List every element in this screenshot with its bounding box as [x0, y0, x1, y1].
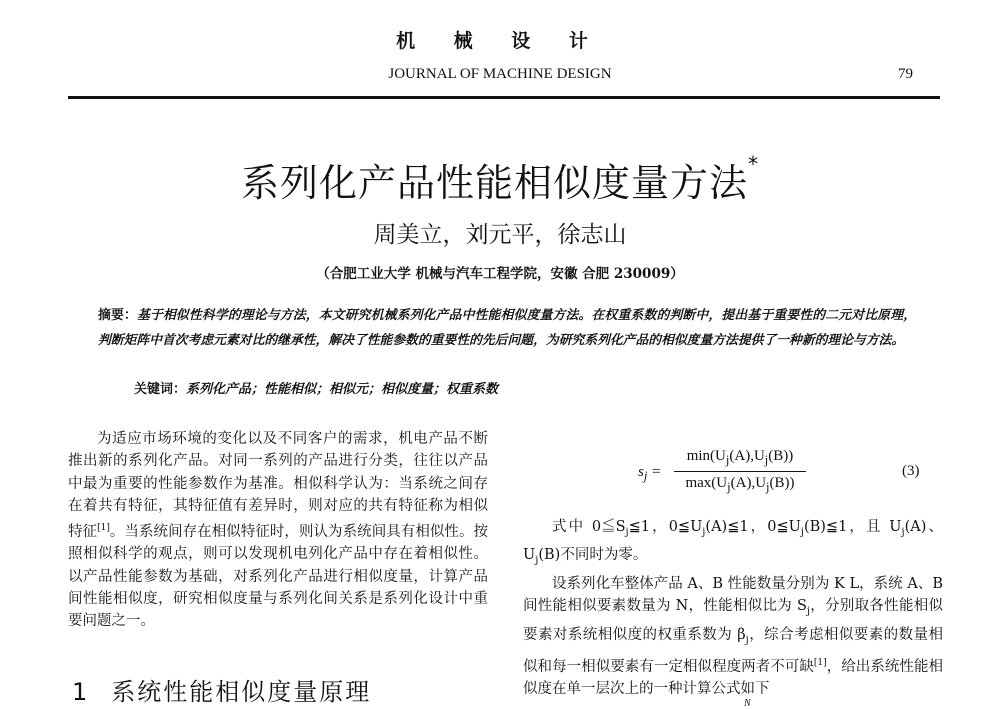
para-1: 设系列化车整体产品 A、B 性能数量分别为 K L，系统 A、B 间性能相似要素数量为 N，性能相似比为 S	[523, 575, 943, 615]
cond-sub-4: j	[901, 526, 905, 538]
den-3: (B))	[769, 475, 795, 491]
cond-6: (B)不同时为零。	[538, 547, 648, 564]
para-3: ，综合考虑相似要素的数量相似和每一相似要素有一定相似程度两者不可缺	[523, 626, 944, 675]
right-column-text	[523, 516, 943, 701]
para-sub-2: j	[745, 634, 749, 646]
para-sub-1: j	[806, 606, 810, 618]
equation-3	[638, 448, 818, 498]
keywords	[134, 378, 498, 397]
abstract-text: 基于相似性科学的理论与方法，本文研究机械系列化产品中性能相似度量方法。在权重系数的判断中，提出基于重要性的二元对比原理，判断矩阵中首次考虑元素对比的继承性，解决了性能参数的重要性的先后问题，为研究系列化产品的相似度量方法提供了一种新的理论与方法。	[98, 308, 917, 348]
intro-paragraph	[68, 428, 488, 633]
cond-2: ≦1，0≦U	[628, 519, 703, 535]
equation-denominator	[674, 475, 806, 495]
equation-numerator	[674, 448, 806, 468]
title-footnote-mark: *	[748, 152, 759, 176]
den-2: (A),U	[730, 475, 767, 491]
journal-title-chinese: 机 械 设 计	[396, 30, 604, 52]
affiliation: （合肥工业大学 机械与汽车工程学院，安徽 合肥 230009）	[316, 266, 684, 282]
equation-fraction	[674, 448, 806, 495]
para-2: ，分别取各性能相似要素对系统相似度的权重系数为 β	[523, 598, 943, 643]
num-3: (B))	[768, 448, 794, 464]
intro-text-part2: 。当系统间存在相似特征时，则认为系统间具有相似性。按照相似科学的观点，则可以发现机电列化产品中存在着相似性。以产品性能参数为基础，对系列化产品进行相似度量，计算产品间性能相似度，研究相似度量与系列化间关系是系列化设计中重要问题之一。	[68, 524, 489, 630]
equation-lhs	[638, 464, 661, 484]
similarity-paragraph	[523, 573, 943, 701]
cond-sub-5: j	[535, 555, 539, 567]
abstract-label: 摘要：	[98, 308, 137, 323]
den-sub-1: j	[727, 480, 731, 494]
section-heading	[72, 672, 371, 707]
cond-5: (A)、U	[523, 519, 943, 564]
para-4: ，给出系统性能相似度在单一层次上的一种计算公式如下	[523, 658, 944, 698]
num-2: (A),U	[729, 448, 765, 464]
equation-number: (3)	[902, 463, 920, 479]
intro-text-part1: 为适应市场环境的变化以及不同客户的需求，机电产品不断推出新的系列化产品。对同一系列的产品进行分类，往往以产品中最为重要的性能参数作为基准。相似科学认为：当系统之间存在着共有特征，其特征值有差异时，则对应的共有特征称为相似特征	[68, 431, 488, 541]
article-title	[0, 152, 1000, 207]
formula-conditions	[523, 516, 943, 573]
page-number: 79	[898, 66, 913, 82]
cond-3: (A)≦1，0≦U	[705, 519, 801, 535]
authors: 周美立，刘元平，徐志山	[373, 222, 627, 248]
journal-title-english: JOURNAL OF MACHINE DESIGN	[388, 66, 612, 82]
article-title-text: 系列化产品性能相似度量方法	[240, 161, 748, 205]
section-title: 系统性能相似度量原理	[111, 678, 372, 706]
den-sub-2: j	[766, 480, 770, 494]
num-sub-1: j	[725, 453, 730, 467]
cond-1: 式中 0≦S	[552, 519, 626, 535]
equals-sign: =	[647, 464, 662, 480]
num-1: min(U	[686, 448, 726, 464]
abstract	[98, 303, 916, 353]
section-number: 1	[72, 678, 90, 706]
keywords-label: 关键词：	[134, 382, 187, 397]
fraction-bar	[674, 471, 806, 472]
equation-lhs-symbol: s	[638, 464, 644, 480]
citation-ref-right: [1]	[813, 658, 827, 669]
den-1: max(U	[685, 475, 728, 491]
cond-sub-3: j	[800, 526, 804, 538]
keywords-text: 系列化产品；性能相似；相似元；相似度量；权重系数	[186, 382, 499, 397]
next-formula-fragment: N	[744, 698, 751, 709]
equation-lhs-subscript: j	[643, 469, 648, 483]
cond-4: (B)≦1，且 U	[803, 519, 902, 535]
cond-sub-1: j	[625, 526, 629, 538]
citation-ref: [1]	[97, 523, 110, 534]
num-sub-2: j	[764, 453, 769, 467]
header-rule	[68, 96, 940, 99]
cond-sub-2: j	[702, 526, 706, 538]
